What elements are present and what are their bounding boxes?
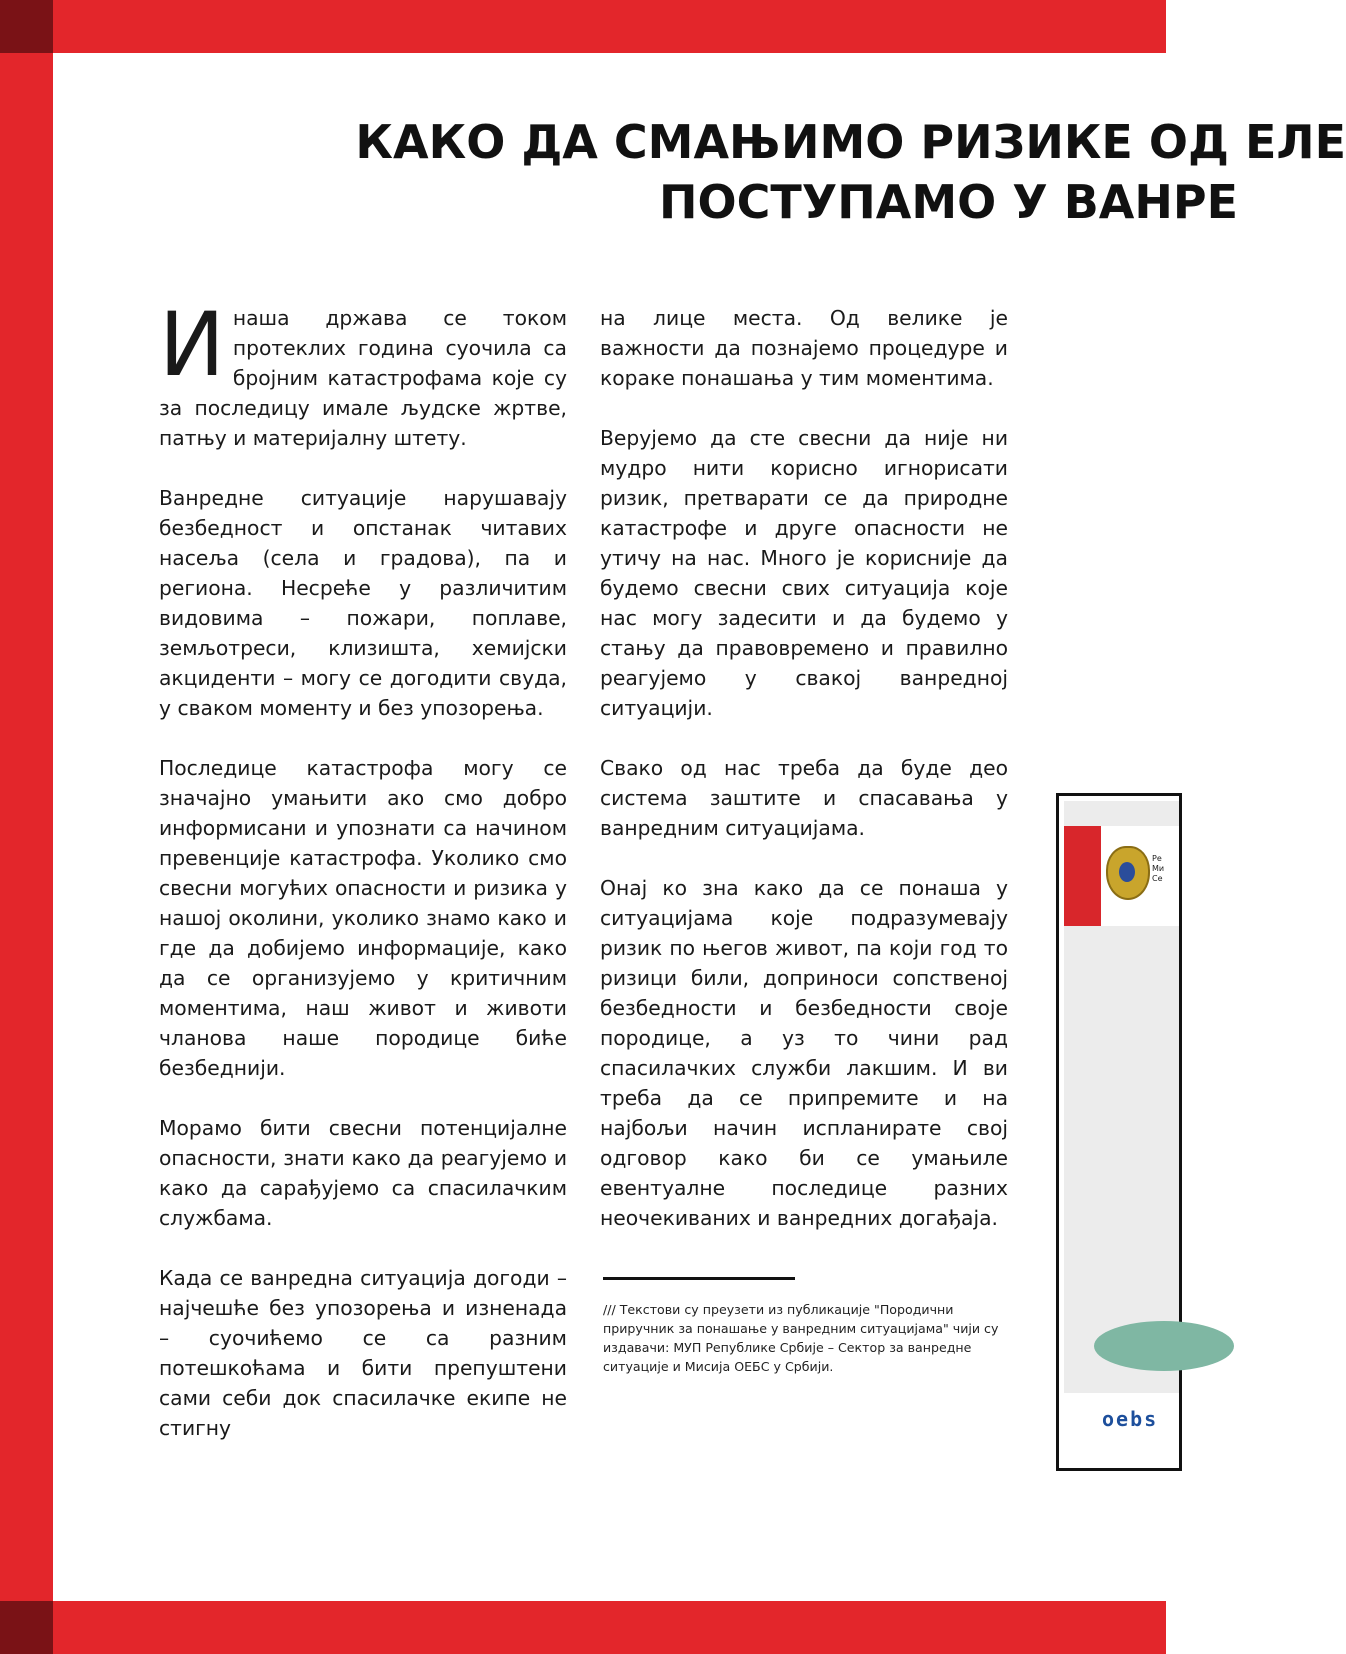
footnote-divider xyxy=(603,1277,795,1280)
paragraph-2: Ванредне ситуације нарушавају безбедност и опстанак читавих насеља (села и градова), па и региона. Несреће у различитим видовима – пожари, поплаве, земљотреси, клизишта, хемијски акциденти – могу се догодити свуда, у сваком моменту и без упозорења. xyxy=(159,486,567,720)
paragraph-1 xyxy=(159,293,567,453)
left-red-band xyxy=(0,0,53,1654)
osce-logo: oebs xyxy=(1102,1407,1159,1431)
cover-header-text xyxy=(1152,854,1164,884)
paragraph-7: Верујемо да сте свесни да није ни мудро нити корисно игнорисати ризик, претварати се да природне катастрофе и друге опасности не утичу на нас. Много је корисније да будемо свесни свих ситуација које нас могу задесити и да будемо у стању да правовремено и правилно реагујемо у свакој ванредној ситуацији. xyxy=(600,426,1008,720)
footnote: /// Текстови су преузети из публикације "Породични приручник за понашање у ванредним ситуацијама" чији су издавачи: МУП Републике Србије – Сектор за ванредне ситуације и Мисија ОЕБС у Србији. xyxy=(603,1302,999,1374)
paragraph-1-text: наша држава се током протеклих година суочила са бројним катастрофама које су за последицу имале људске жртве, патњу и материјалну штету. xyxy=(159,306,567,450)
cover-green-shape xyxy=(1094,1321,1234,1371)
bottom-left-corner-block xyxy=(0,1601,53,1654)
paragraph-3: Последице катастрофа могу се значајно умањити ако смо добро информисани и упознати са начином превенције катастрофа. Уколико смо свесни могућих опасности и ризика у нашој околини, уколико знамо како и где да добијемо информације, како да се организујемо у критичним моментима, наш живот и животи чланова наше породице биће безбеднији. xyxy=(159,756,567,1080)
ministry-emblem-icon xyxy=(1106,846,1150,900)
cover-header-line: Ми xyxy=(1152,864,1165,873)
left-text-column xyxy=(159,293,567,1473)
cover-header xyxy=(1064,826,1179,926)
paragraph-6: на лице места. Од велике је важности да познајемо процедуре и кораке понашања у тим моментима. xyxy=(600,306,1008,390)
top-left-corner-block xyxy=(0,0,53,53)
cover-header-line: Се xyxy=(1152,874,1163,883)
cover-background xyxy=(1064,801,1179,1463)
page-title xyxy=(166,112,1346,232)
bottom-red-band xyxy=(0,1601,1166,1654)
title-line-1: КАКО ДА СМАЊИМО РИЗИКЕ ОД ЕЛЕ xyxy=(355,115,1346,169)
right-text-column xyxy=(600,303,1008,1263)
cover-header-line: Ре xyxy=(1152,854,1162,863)
drop-cap: И xyxy=(159,293,225,396)
top-red-band xyxy=(0,0,1166,53)
title-line-2: ПОСТУПАМО У ВАНРЕ xyxy=(659,175,1238,229)
paragraph-9: Онај ко зна како да се понаша у ситуацијама које подразумевају ризик по његов живот, па који год то ризици били, доприноси сопственој безбедности и безбедности своје породице, а уз то чини рад спасилачких служби лакшим. И ви треба да се припремите и на најбољи начин испланирате свој одговор како би се умањиле евентуалне последице разних неочекиваних и ванредних догађаја. xyxy=(600,876,1008,1230)
paragraph-4: Морамо бити свесни потенцијалне опасности, знати како да реагујемо и како да сарађујемо са спасилачким службама. xyxy=(159,1116,567,1230)
publication-cover-thumbnail xyxy=(1056,793,1182,1471)
paragraph-5: Када се ванредна ситуација догоди – најчешће без упозорења и изненада – суочићемо се са разним потешкоћама и бити препуштени сами себи док спасилачке екипе не стигну xyxy=(159,1266,567,1440)
paragraph-8: Свако од нас треба да буде део система заштите и спасавања у ванредним ситуацијама. xyxy=(600,756,1008,840)
cover-footer xyxy=(1064,1393,1179,1463)
cover-red-stripe xyxy=(1064,826,1101,926)
